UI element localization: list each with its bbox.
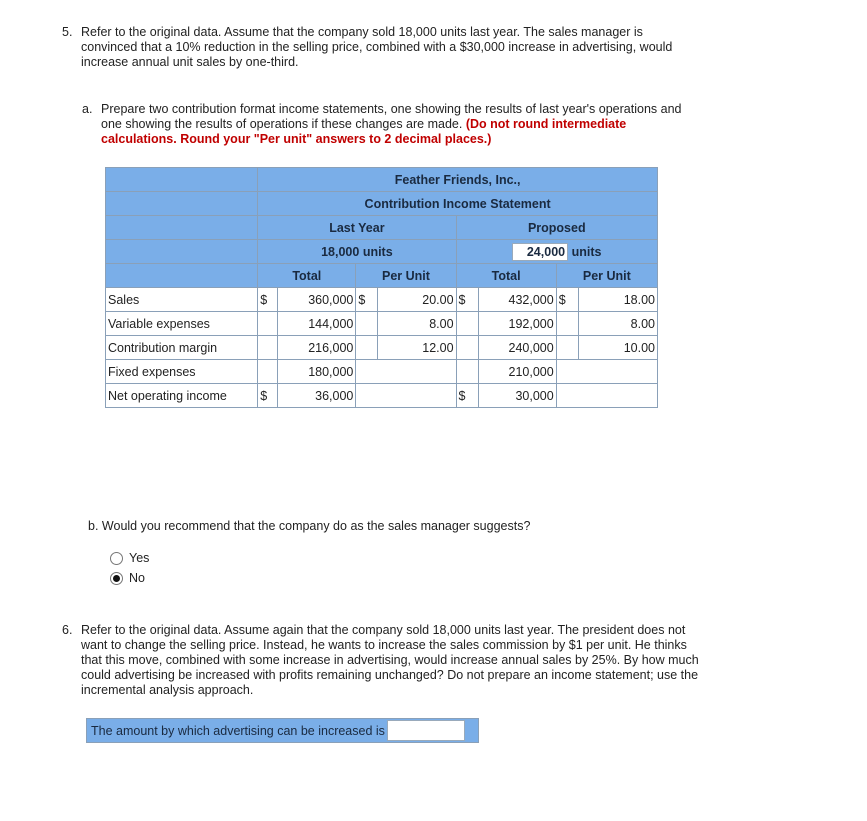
ly-total-header: Total (258, 264, 356, 288)
last-year-header: Last Year (258, 216, 456, 240)
statement-title: Contribution Income Statement (258, 192, 658, 216)
ly-total-input[interactable]: 216,000 (278, 336, 356, 360)
advertising-increase-input[interactable] (387, 720, 465, 741)
pr-total-input[interactable]: 210,000 (478, 360, 556, 384)
proposed-units: 24,000 units (456, 240, 657, 264)
proposed-units-input[interactable]: 24,000 (512, 243, 568, 261)
ly-total-input[interactable]: 360,000 (278, 288, 356, 312)
question-number: a. (82, 102, 93, 116)
question-number: 5. (62, 25, 73, 39)
ly-total-input[interactable]: 144,000 (278, 312, 356, 336)
pr-total-input[interactable]: 30,000 (478, 384, 556, 408)
pr-unit-input[interactable]: 10.00 (578, 336, 657, 360)
proposed-header: Proposed (456, 216, 657, 240)
pr-total-input[interactable]: 192,000 (478, 312, 556, 336)
income-statement-table (105, 167, 658, 408)
row-label[interactable]: Net operating income (106, 384, 258, 408)
ly-total-input[interactable]: 36,000 (278, 384, 356, 408)
table-row: Sales $ 360,000 $ 20.00 $ 432,000 $ 18.00 (106, 288, 658, 312)
ly-total-input[interactable]: 180,000 (278, 360, 356, 384)
pr-unit-input[interactable]: 8.00 (578, 312, 657, 336)
question-text: Would you recommend that the company do as the sales manager suggests? (101, 519, 531, 533)
question-number: 6. (62, 623, 73, 637)
company-name: Feather Friends, Inc., (258, 168, 658, 192)
advertising-answer-row (86, 718, 479, 743)
table-row (106, 336, 658, 360)
pr-total-input[interactable]: 240,000 (478, 336, 556, 360)
row-label[interactable]: Contribution margin (106, 336, 258, 360)
radio-label: Yes (129, 551, 150, 565)
ly-unit-input[interactable]: 8.00 (378, 312, 456, 336)
pr-unit-input[interactable]: 18.00 (578, 288, 657, 312)
table-row (106, 312, 658, 336)
question-text: Refer to the original data. Assume that the company sold 18,000 units last year. The sales manager is convinced that a 10% reduction in the selling price, combined with a $30,000 increase in advertising, would increase annual unit sales by one-third. (81, 25, 673, 69)
question-number: b. (88, 519, 99, 533)
ly-unit-input[interactable]: 12.00 (378, 336, 456, 360)
question-5 (62, 25, 702, 70)
question-6 (62, 623, 702, 698)
radio-no[interactable] (110, 571, 145, 585)
row-label[interactable]: Variable expenses (106, 312, 258, 336)
table-row (106, 360, 658, 384)
row-label[interactable]: Sales (106, 288, 258, 312)
answer-label: The amount by which advertising can be increased is (91, 723, 385, 738)
pr-total-input[interactable]: 432,000 (478, 288, 556, 312)
ly-unit-input[interactable]: 20.00 (378, 288, 456, 312)
radio-label: No (129, 571, 145, 585)
ly-per-unit-header: Per Unit (356, 264, 456, 288)
last-year-units: 18,000 units (258, 240, 456, 264)
radio-yes[interactable] (110, 551, 149, 565)
pr-per-unit-header: Per Unit (556, 264, 657, 288)
question-a (82, 102, 702, 147)
question-text: Refer to the original data. Assume again that the company sold 18,000 units last year. The president does not want to change the selling price. Instead, he wants to increase the sales commission by $1 per unit. He thinks that this move, combined with some increase in advertising, would increase annual sales by 25%. By how much could advertising be increased with profits remaining unchanged? Do not prepare an income statement; use the incremental analysis approach. (81, 623, 699, 697)
rounding-note: (Do not round intermediate calculations. Round your "Per unit" answers to 2 decimal places.) (101, 117, 627, 146)
table-row: Net operating income $ 36,000 $ 30,000 (106, 384, 658, 408)
radio-selected-icon[interactable] (110, 572, 123, 585)
row-label[interactable]: Fixed expenses (106, 360, 258, 384)
question-b (88, 519, 530, 534)
radio-circle-icon[interactable] (110, 552, 123, 565)
question-text: Prepare two contribution format income statements, one showing the results of last year's operations and one showing the results of operations if these changes are made. (Do not round intermediate calculations. Round your "Per unit" answers to 2 decimal places.) (101, 102, 682, 146)
pr-total-header: Total (456, 264, 556, 288)
